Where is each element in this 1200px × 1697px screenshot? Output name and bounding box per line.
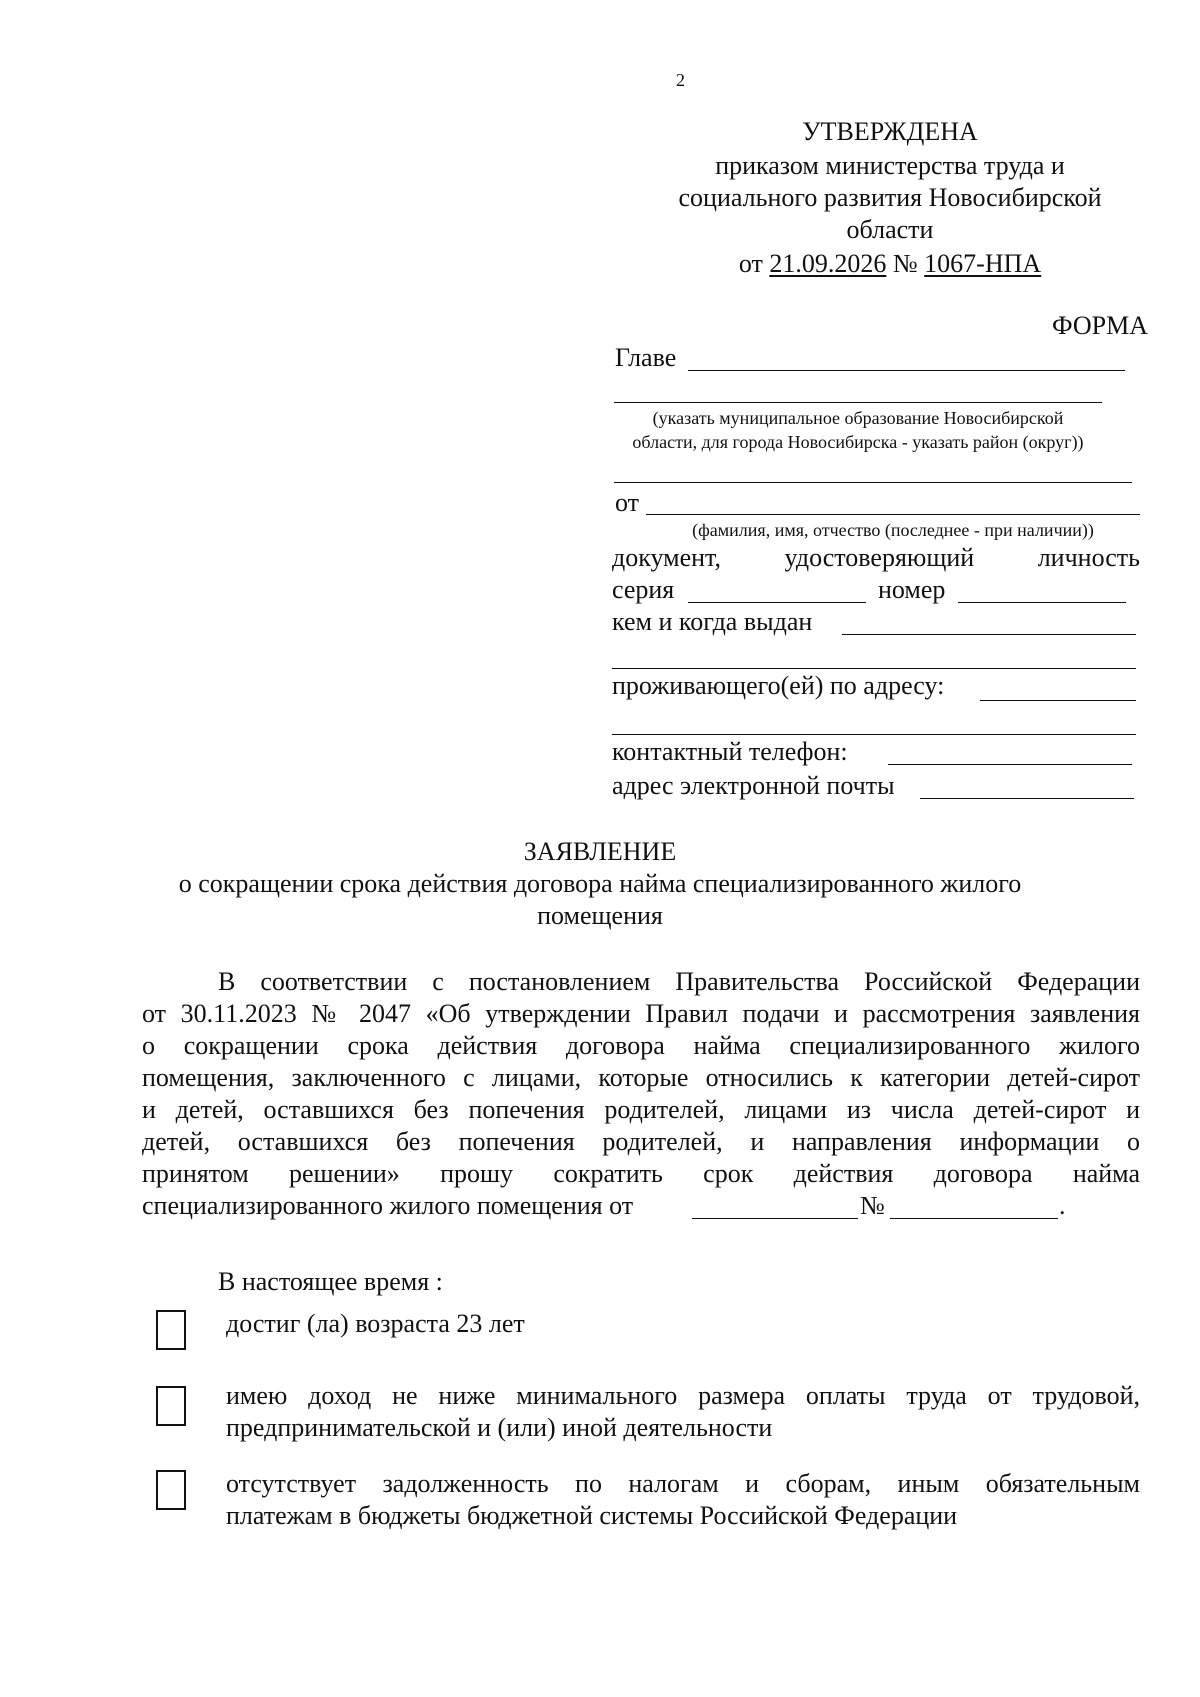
approval-order-line bbox=[620, 248, 1160, 280]
order-number: 1067-НПА bbox=[924, 249, 1042, 278]
from-hint: (фамилия, имя, отчество (последнее - при наличии)) bbox=[692, 520, 1094, 540]
approval-line-3: области bbox=[846, 215, 934, 244]
to-hint-line-1: (указать муниципальное образование Новосибирской bbox=[652, 408, 1064, 428]
address-label: проживающего(ей) по адресу: bbox=[612, 671, 945, 700]
body-line-2: от 30.11.2023 № 2047 «Об утверждении Правил подачи и рассмотрения заявления bbox=[142, 999, 1140, 1028]
body-line-8-prefix: специализированного жилого помещения от bbox=[142, 1191, 634, 1220]
address-field-line[interactable] bbox=[980, 700, 1136, 701]
option-income-text-line-1: имею доход не ниже минимального размера оплаты труда от трудовой, bbox=[226, 1381, 1140, 1410]
to-label: Главе bbox=[615, 343, 677, 372]
series-field-line[interactable] bbox=[688, 602, 866, 603]
number-field-line[interactable] bbox=[958, 602, 1126, 603]
contract-number-sign: № bbox=[860, 1191, 885, 1220]
statement-title: ЗАЯВЛЕНИЕ bbox=[523, 837, 677, 866]
body-line-3: о сокращении срока действия договора найма специализированного жилого bbox=[142, 1031, 1140, 1060]
id-document-word-1: документ, bbox=[612, 543, 721, 572]
email-label: адрес электронной почты bbox=[612, 771, 895, 800]
to-field-line-2[interactable] bbox=[614, 402, 1102, 403]
issued-label: кем и когда выдан bbox=[612, 607, 813, 636]
phone-label: контактный телефон: bbox=[612, 737, 848, 766]
statement-subtitle-line-2: помещения bbox=[537, 901, 663, 930]
option-age-23-text: достиг (ла) возраста 23 лет bbox=[226, 1309, 525, 1338]
body-line-5: и детей, оставшихся без попечения родителей, лицами из числа детей-сирот и bbox=[142, 1095, 1140, 1124]
phone-field-line[interactable] bbox=[888, 764, 1132, 765]
option-no-debt-text-line-1: отсутствует задолженность по налогам и сборам, иным обязательным bbox=[226, 1469, 1140, 1498]
from-field-line[interactable] bbox=[646, 514, 1140, 515]
approval-line-1: приказом министерства труда и bbox=[715, 151, 1065, 180]
order-sign: № bbox=[892, 249, 918, 278]
to-field-line-3[interactable] bbox=[614, 482, 1132, 483]
email-field-line[interactable] bbox=[920, 798, 1134, 799]
issued-field-line[interactable] bbox=[842, 634, 1136, 635]
from-label: от bbox=[615, 488, 640, 517]
form-label: ФОРМА bbox=[1052, 311, 1148, 340]
age-23-checkbox[interactable] bbox=[156, 1310, 186, 1350]
page-number: 2 bbox=[676, 70, 685, 90]
contract-number-field-line[interactable] bbox=[890, 1218, 1058, 1219]
address-field-line-2[interactable] bbox=[612, 734, 1136, 735]
statement-subtitle-line-1: о сокращении срока действия договора найма специализированного жилого bbox=[178, 869, 1022, 898]
to-hint-line-2: области, для города Новосибирска - указать район (округ)) bbox=[632, 432, 1084, 452]
no-debt-checkbox[interactable] bbox=[156, 1470, 186, 1510]
body-line-1: В соответствии с постановлением Правительства Российской Федерации bbox=[218, 967, 1140, 996]
approval-line-2: социального развития Новосибирской bbox=[678, 183, 1102, 212]
order-prefix: от bbox=[738, 249, 763, 278]
id-document-word-2: удостоверяющий bbox=[784, 543, 975, 572]
income-checkbox[interactable] bbox=[156, 1386, 186, 1426]
series-label: серия bbox=[612, 575, 675, 604]
number-label: номер bbox=[878, 575, 946, 604]
to-field-line[interactable] bbox=[688, 370, 1125, 371]
approval-title: УТВЕРЖДЕНА bbox=[802, 117, 978, 146]
current-status-label: В настоящее время : bbox=[218, 1267, 443, 1296]
option-income-text-line-2: предпринимательской и (или) иной деятельности bbox=[226, 1413, 773, 1442]
order-date: 21.09.2026 bbox=[769, 249, 887, 278]
id-document-line bbox=[612, 542, 1140, 574]
issued-field-line-2[interactable] bbox=[612, 668, 1136, 669]
contract-date-field-line[interactable] bbox=[692, 1218, 858, 1219]
body-line-4: помещения, заключенного с лицами, которые относились к категории детей-сирот bbox=[142, 1063, 1140, 1092]
body-line-7: принятом решении» прошу сократить срок действия договора найма bbox=[142, 1159, 1140, 1188]
id-document-word-3: личность bbox=[1037, 543, 1140, 572]
body-line-8-end: . bbox=[1059, 1191, 1066, 1220]
body-line-6: детей, оставшихся без попечения родителей, и направления информации о bbox=[142, 1127, 1140, 1156]
option-no-debt-text-line-2: платежам в бюджеты бюджетной системы Российской Федерации bbox=[226, 1501, 958, 1530]
